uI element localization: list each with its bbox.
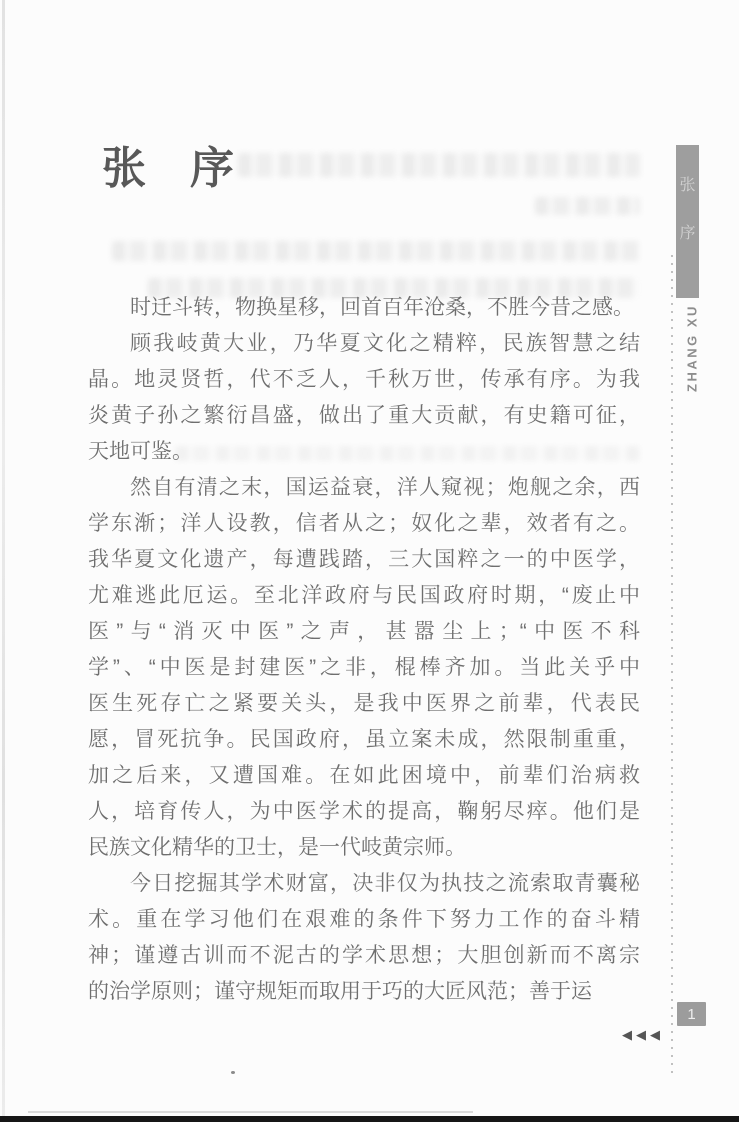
- bleedthrough-smudge: [112, 241, 640, 261]
- page-number: 1: [687, 1005, 696, 1023]
- margin-tab-romanized: ZHANG XU: [684, 304, 700, 392]
- text-line: 学”、“中医是封建医”之非，棍棒齐加。当此关乎中: [88, 656, 640, 679]
- scan-left-edge: [2, 0, 5, 1122]
- text-line: 今日挖掘其学术财富，决非仅为执技之流索取青囊秘: [130, 872, 640, 895]
- scan-bottom-faint-line: [28, 1111, 473, 1113]
- bleedthrough-smudge: [535, 197, 640, 215]
- text-line: 晶。地灵贤哲，代不乏人，千秋万世，传承有序。为我: [88, 368, 640, 391]
- text-line: 炎黄子孙之繁衍昌盛，做出了重大贡献，有史籍可征，: [88, 404, 640, 427]
- text-line: 神；谨遵古训而不泥古的学术思想；大胆创新而不离宗: [88, 944, 640, 967]
- text-line: 愿，冒死抗争。民国政府，虽立案未成，然限制重重，: [88, 728, 640, 751]
- text-line: 时迁斗转，物换星移，回首百年沧桑，不胜今昔之感。: [130, 296, 634, 319]
- text-line: 我华夏文化遗产，每遭践踏，三大国粹之一的中医学，: [88, 548, 640, 571]
- margin-tab-char-1: 张: [679, 177, 696, 194]
- margin-dotted-line: [671, 255, 673, 1073]
- pager-arrows-icon: ◀◀◀: [622, 1027, 664, 1042]
- text-line: 加之后来，又遭国难。在如此困境中，前辈们治病救: [88, 764, 640, 787]
- text-line: 医”与“消灭中医”之声，甚嚣尘上；“中医不科: [88, 620, 640, 643]
- page-title: 张 序: [102, 144, 234, 193]
- text-line: 医生死存亡之紧要关头，是我中医界之前辈，代表民: [88, 692, 640, 715]
- text-line: 尤难逃此厄运。至北洋政府与民国政府时期，“废止中: [88, 584, 640, 607]
- text-line: 的治学原则；谨守规矩而取用于巧的大匠风范；善于运: [88, 980, 592, 1003]
- scan-bottom-edge: [0, 1116, 739, 1122]
- bleedthrough-smudge: [238, 153, 640, 177]
- margin-tab-char-2: 序: [679, 225, 696, 242]
- text-line: 学东渐；洋人设教，信者从之；奴化之辈，效者有之。: [88, 512, 640, 535]
- text-line: 然自有清之末，国运益衰，洋人窥视；炮舰之余，西: [130, 476, 640, 499]
- body-text: [88, 290, 640, 1010]
- text-line: 人，培育传人，为中医学术的提高，鞠躬尽瘁。他们是: [88, 800, 640, 823]
- scan-speck: [231, 1071, 235, 1074]
- text-line: 民族文化精华的卫士，是一代岐黄宗师。: [88, 836, 466, 859]
- margin-tab: [676, 145, 699, 298]
- text-line: 术。重在学习他们在艰难的条件下努力工作的奋斗精: [88, 908, 640, 931]
- text-line: 顾我岐黄大业，乃华夏文化之精粹，民族智慧之结: [130, 332, 640, 355]
- text-line: 天地可鉴。: [88, 440, 193, 463]
- page-number-badge: [677, 1002, 706, 1026]
